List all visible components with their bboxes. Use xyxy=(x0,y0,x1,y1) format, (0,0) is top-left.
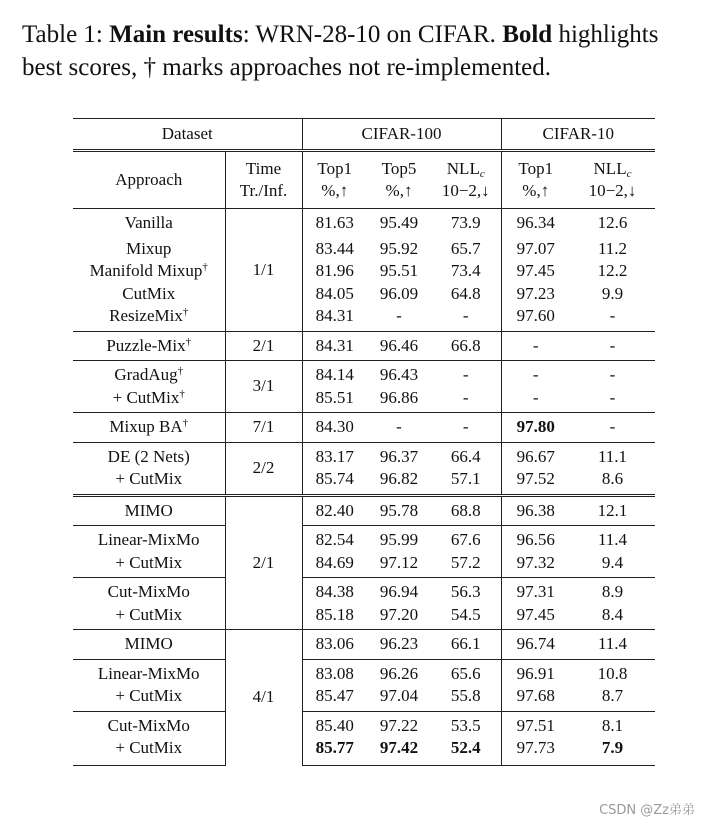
c100-top1-cell: 83.06 xyxy=(302,630,367,660)
c100-nll-cell-best: 52.4 xyxy=(431,737,501,765)
time-cell: 2/1 xyxy=(225,495,302,630)
c100-top5-cell: 96.37 xyxy=(367,442,431,468)
time-cell: 4/1 xyxy=(225,630,302,766)
c10-top1-cell-best: 97.80 xyxy=(501,413,570,443)
c100-nll-cell: 56.3 xyxy=(431,578,501,604)
c10-top1-cell: 96.91 xyxy=(501,659,570,685)
table-row xyxy=(73,260,655,283)
approach-cell xyxy=(73,283,225,306)
c10-top1-cell: - xyxy=(501,361,570,387)
approach-name: + CutMix xyxy=(115,738,183,757)
approach-cell xyxy=(73,604,225,630)
approach-name: Cut-MixMo xyxy=(107,715,190,735)
c10-top1-cell: 97.31 xyxy=(501,578,570,604)
approach-name: Mixup xyxy=(126,238,172,258)
c10-top1-label: Top1 xyxy=(518,158,554,178)
c100-nll-text: NLL xyxy=(446,158,480,178)
c10-top1-cell: 96.34 xyxy=(501,209,570,238)
c100-nll-header xyxy=(431,151,501,209)
c100-top1-cell: 85.47 xyxy=(302,685,367,711)
c100-nll-cell: 57.1 xyxy=(450,469,481,488)
c100-nll-cell: 73.9 xyxy=(431,209,501,238)
c100-nll-label xyxy=(431,158,501,181)
c100-top5-label: Top5 xyxy=(381,158,417,178)
c100-nll-cell: 73.4 xyxy=(450,261,481,280)
dagger-mark: † xyxy=(179,387,185,400)
c100-top5-cell: 96.09 xyxy=(379,283,419,303)
c100-top1-cell: 85.51 xyxy=(302,387,367,413)
c100-top1-cell: 84.14 xyxy=(302,361,367,387)
approach-name: MIMO xyxy=(124,500,173,520)
watermark: CSDN @Zz弟弟 xyxy=(599,803,695,818)
c100-top5-cell: 96.94 xyxy=(367,578,431,604)
c10-nll-cell: 8.4 xyxy=(601,604,624,624)
approach-name: Vanilla xyxy=(124,213,173,232)
c10-nll-cell: - xyxy=(570,361,655,387)
time-cell: 3/1 xyxy=(225,361,302,413)
approach-cell xyxy=(73,442,225,468)
caption-prefix: Table 1: xyxy=(22,21,110,48)
c10-top1-cell: 97.23 xyxy=(501,283,570,306)
c10-nll-cell: - xyxy=(609,387,616,407)
c100-top5-cell: 96.26 xyxy=(367,659,431,685)
c100-nll-cell: 55.8 xyxy=(450,686,481,705)
c100-top1-cell: 83.44 xyxy=(302,238,367,261)
c10-nll-cell: 8.6 xyxy=(601,469,624,488)
c100-nll-cell: 66.8 xyxy=(431,331,501,361)
c10-top1-cell: 96.56 xyxy=(501,526,570,552)
approach-cell xyxy=(73,711,225,737)
approach-cell xyxy=(73,331,225,361)
c10-nll-cell: 8.7 xyxy=(601,686,624,705)
dagger-mark: † xyxy=(177,365,184,377)
c100-nll-cell: - xyxy=(462,306,469,325)
c100-top1-cell: 85.18 xyxy=(302,604,367,630)
approach-name: + CutMix xyxy=(115,469,183,488)
approach-header: Approach xyxy=(73,151,225,209)
approach-cell xyxy=(73,361,225,387)
approach-cell xyxy=(73,387,225,413)
approach-cell xyxy=(73,305,225,331)
c100-top5-cell: 95.99 xyxy=(367,526,431,552)
c100-nll-cell: 66.4 xyxy=(431,442,501,468)
approach-name: DE (2 Nets) xyxy=(107,446,190,466)
c10-top1-cell: 97.52 xyxy=(501,468,570,495)
c100-top5-unit: %,↑ xyxy=(385,181,413,200)
c100-top1-cell: 85.40 xyxy=(302,711,367,737)
c100-top5-cell: 96.23 xyxy=(367,630,431,660)
approach-name: + CutMix xyxy=(115,552,183,572)
approach-name: MIMO xyxy=(124,634,173,653)
c100-top5-cell: 96.86 xyxy=(379,387,419,407)
table-caption xyxy=(22,18,694,84)
c10-nll-cell: - xyxy=(609,306,616,325)
table-row xyxy=(73,468,655,495)
dagger-mark: † xyxy=(182,306,189,318)
c100-top5-cell: 96.43 xyxy=(367,361,431,387)
time-header xyxy=(225,151,302,209)
header-row-datasets xyxy=(73,119,655,151)
c10-top1-unit: %,↑ xyxy=(522,181,550,200)
c100-nll-cell: 57.2 xyxy=(450,552,481,572)
c100-top1-cell-best: 85.77 xyxy=(302,737,367,765)
approach-name: ResizeMix xyxy=(109,306,183,325)
c100-nll-cell: 66.1 xyxy=(431,630,501,660)
c10-nll-cell: 8.1 xyxy=(570,711,655,737)
c100-nll-cell: - xyxy=(462,387,469,407)
approach-name: + CutMix xyxy=(112,387,180,407)
c10-nll-text: NLL xyxy=(593,158,627,178)
table-row xyxy=(73,413,655,443)
c100-top1-unit: %,↑ xyxy=(321,181,349,200)
dataset-header: Dataset xyxy=(73,119,302,151)
dagger-mark: † xyxy=(185,335,192,348)
c10-top1-cell: 97.45 xyxy=(501,260,570,283)
c100-top1-cell: 82.40 xyxy=(302,495,367,526)
table-row xyxy=(73,387,655,413)
c100-top1-cell: 84.38 xyxy=(302,578,367,604)
c100-top5-cell: 97.20 xyxy=(379,604,419,624)
c100-top5-header xyxy=(367,151,431,209)
c100-top1-cell: 84.30 xyxy=(302,413,367,443)
approach-name: Linear-MixMo xyxy=(97,530,200,549)
table-row xyxy=(73,737,655,765)
c10-nll-cell: 11.4 xyxy=(570,630,655,660)
c100-top1-cell: 81.96 xyxy=(302,260,367,283)
table-row xyxy=(73,578,655,604)
c10-top1-cell: 97.51 xyxy=(501,711,570,737)
c10-top1-cell: 96.38 xyxy=(501,495,570,526)
caption-bold-word: Bold xyxy=(502,21,553,48)
c10-nll-unit: 10−2,↓ xyxy=(588,181,637,200)
approach-cell xyxy=(73,468,225,495)
c10-top1-cell: 97.07 xyxy=(501,238,570,261)
c100-nll-cell: 65.6 xyxy=(431,659,501,685)
c10-top1-cell: - xyxy=(501,387,570,413)
table-row xyxy=(73,526,655,552)
c10-nll-cell: - xyxy=(570,413,655,443)
c10-top1-cell: 96.67 xyxy=(501,442,570,468)
table-row xyxy=(73,209,655,238)
c100-top1-label: Top1 xyxy=(317,158,353,178)
results-table xyxy=(73,118,655,766)
c100-top1-cell: 82.54 xyxy=(302,526,367,552)
c10-top1-cell: 96.74 xyxy=(501,630,570,660)
c100-nll-cell: 68.8 xyxy=(431,495,501,526)
table-row xyxy=(73,552,655,578)
c10-nll-cell: 12.1 xyxy=(570,495,655,526)
approach-name: Linear-MixMo xyxy=(97,663,200,683)
caption-title: Main results xyxy=(109,21,243,48)
c100-nll-cell: 64.8 xyxy=(450,283,481,303)
cifar100-header: CIFAR-100 xyxy=(302,119,501,151)
table-row xyxy=(73,630,655,660)
approach-cell xyxy=(73,526,225,552)
approach-cell xyxy=(73,630,225,660)
c100-top5-cell: 97.04 xyxy=(379,686,419,705)
c10-nll-header xyxy=(570,151,655,209)
header-row-metrics xyxy=(73,151,655,209)
c10-nll-cell: 9.9 xyxy=(601,283,624,303)
approach-cell xyxy=(73,659,225,685)
c10-top1-cell: 97.32 xyxy=(501,552,570,578)
table-row xyxy=(73,442,655,468)
table-row xyxy=(73,495,655,526)
approach-cell xyxy=(73,413,225,443)
approach-name: Puzzle-Mix xyxy=(106,335,186,355)
c100-top5-cell: - xyxy=(367,413,431,443)
approach-cell xyxy=(73,737,225,765)
cifar10-header: CIFAR-10 xyxy=(501,119,655,151)
c10-nll-cell: 12.6 xyxy=(570,209,655,238)
c100-top5-cell: 96.82 xyxy=(379,469,419,488)
c100-nll-cell: 54.5 xyxy=(450,604,481,624)
c10-nll-cell: 11.1 xyxy=(570,442,655,468)
c10-nll-cell: 10.8 xyxy=(570,659,655,685)
c10-nll-cell: - xyxy=(570,331,655,361)
c100-top5-cell: 97.12 xyxy=(379,552,419,572)
table-row xyxy=(73,331,655,361)
c10-nll-cell: 8.9 xyxy=(570,578,655,604)
c10-nll-cell: 9.4 xyxy=(601,552,624,572)
c100-nll-unit: 10−2,↓ xyxy=(441,181,490,200)
c100-top1-header xyxy=(302,151,367,209)
table-row xyxy=(73,604,655,630)
c10-top1-cell: 97.60 xyxy=(501,305,570,331)
caption-suffix: highlights best scores, † marks approaches not re-implemented. xyxy=(22,21,659,81)
time-cell: 2/2 xyxy=(225,442,302,495)
c100-top5-cell: 95.51 xyxy=(379,261,419,280)
c100-top1-cell: 81.63 xyxy=(302,209,367,238)
c100-top1-cell: 84.05 xyxy=(302,283,367,306)
c10-top1-cell: 97.73 xyxy=(501,737,570,765)
c100-top1-cell: 83.17 xyxy=(302,442,367,468)
table-row xyxy=(73,659,655,685)
c100-top5-cell: - xyxy=(396,306,402,325)
c100-nll-cell: - xyxy=(431,413,501,443)
c100-nll-cell: - xyxy=(431,361,501,387)
approach-cell xyxy=(73,552,225,578)
dagger-mark: † xyxy=(182,417,189,429)
c10-nll-cell: 12.2 xyxy=(597,261,628,280)
c100-top1-cell: 84.31 xyxy=(302,331,367,361)
time-header-bottom: Tr./Inf. xyxy=(239,181,288,200)
approach-name: + CutMix xyxy=(115,686,183,705)
c100-nll-cell: 53.5 xyxy=(431,711,501,737)
c10-nll-cell: 11.2 xyxy=(597,238,628,258)
c100-nll-cell: 67.6 xyxy=(431,526,501,552)
approach-cell xyxy=(73,578,225,604)
approach-cell xyxy=(73,209,225,238)
time-cell: 1/1 xyxy=(225,209,302,332)
c100-top5-cell: 95.49 xyxy=(367,209,431,238)
c100-top1-cell: 84.31 xyxy=(302,305,367,331)
c10-top1-cell: 97.45 xyxy=(501,604,570,630)
c10-top1-cell: - xyxy=(501,331,570,361)
c10-top1-cell: 97.68 xyxy=(501,685,570,711)
approach-name: GradAug xyxy=(114,365,178,384)
approach-name: Mixup BA xyxy=(109,417,183,436)
time-cell: 2/1 xyxy=(225,331,302,361)
caption-middle: : WRN-28-10 on CIFAR. xyxy=(242,21,503,48)
c100-top5-cell: 95.92 xyxy=(379,238,419,258)
approach-name: Manifold Mixup xyxy=(89,261,203,280)
approach-cell xyxy=(73,685,225,711)
approach-cell xyxy=(73,260,225,283)
approach-name: Cut-MixMo xyxy=(107,582,190,601)
c100-top5-cell: 95.78 xyxy=(367,495,431,526)
time-header-top: Time xyxy=(245,158,282,178)
c100-top1-cell: 84.69 xyxy=(302,552,367,578)
approach-cell xyxy=(73,495,225,526)
c10-nll-cell-best: 7.9 xyxy=(570,737,655,765)
c10-nll-label xyxy=(570,158,655,181)
c100-nll-cell: 65.7 xyxy=(450,238,481,258)
c100-top5-cell: 96.46 xyxy=(367,331,431,361)
approach-name: CutMix xyxy=(122,283,176,303)
c100-top5-cell: 97.22 xyxy=(367,711,431,737)
table-row xyxy=(73,711,655,737)
table-row xyxy=(73,305,655,331)
table-row xyxy=(73,283,655,306)
c10-nll-subscript: c xyxy=(626,167,632,180)
c10-nll-cell: 11.4 xyxy=(570,526,655,552)
approach-cell xyxy=(73,238,225,261)
c100-nll-subscript: c xyxy=(479,167,485,180)
c100-top1-cell: 85.74 xyxy=(302,468,367,495)
c100-top1-cell: 83.08 xyxy=(302,659,367,685)
table-row xyxy=(73,361,655,387)
table-row xyxy=(73,238,655,261)
dagger-mark: † xyxy=(202,261,208,273)
c10-top1-header xyxy=(501,151,570,209)
time-cell: 7/1 xyxy=(225,413,302,443)
table-row xyxy=(73,685,655,711)
c100-top5-cell-best: 97.42 xyxy=(367,737,431,765)
approach-name: + CutMix xyxy=(115,604,183,624)
